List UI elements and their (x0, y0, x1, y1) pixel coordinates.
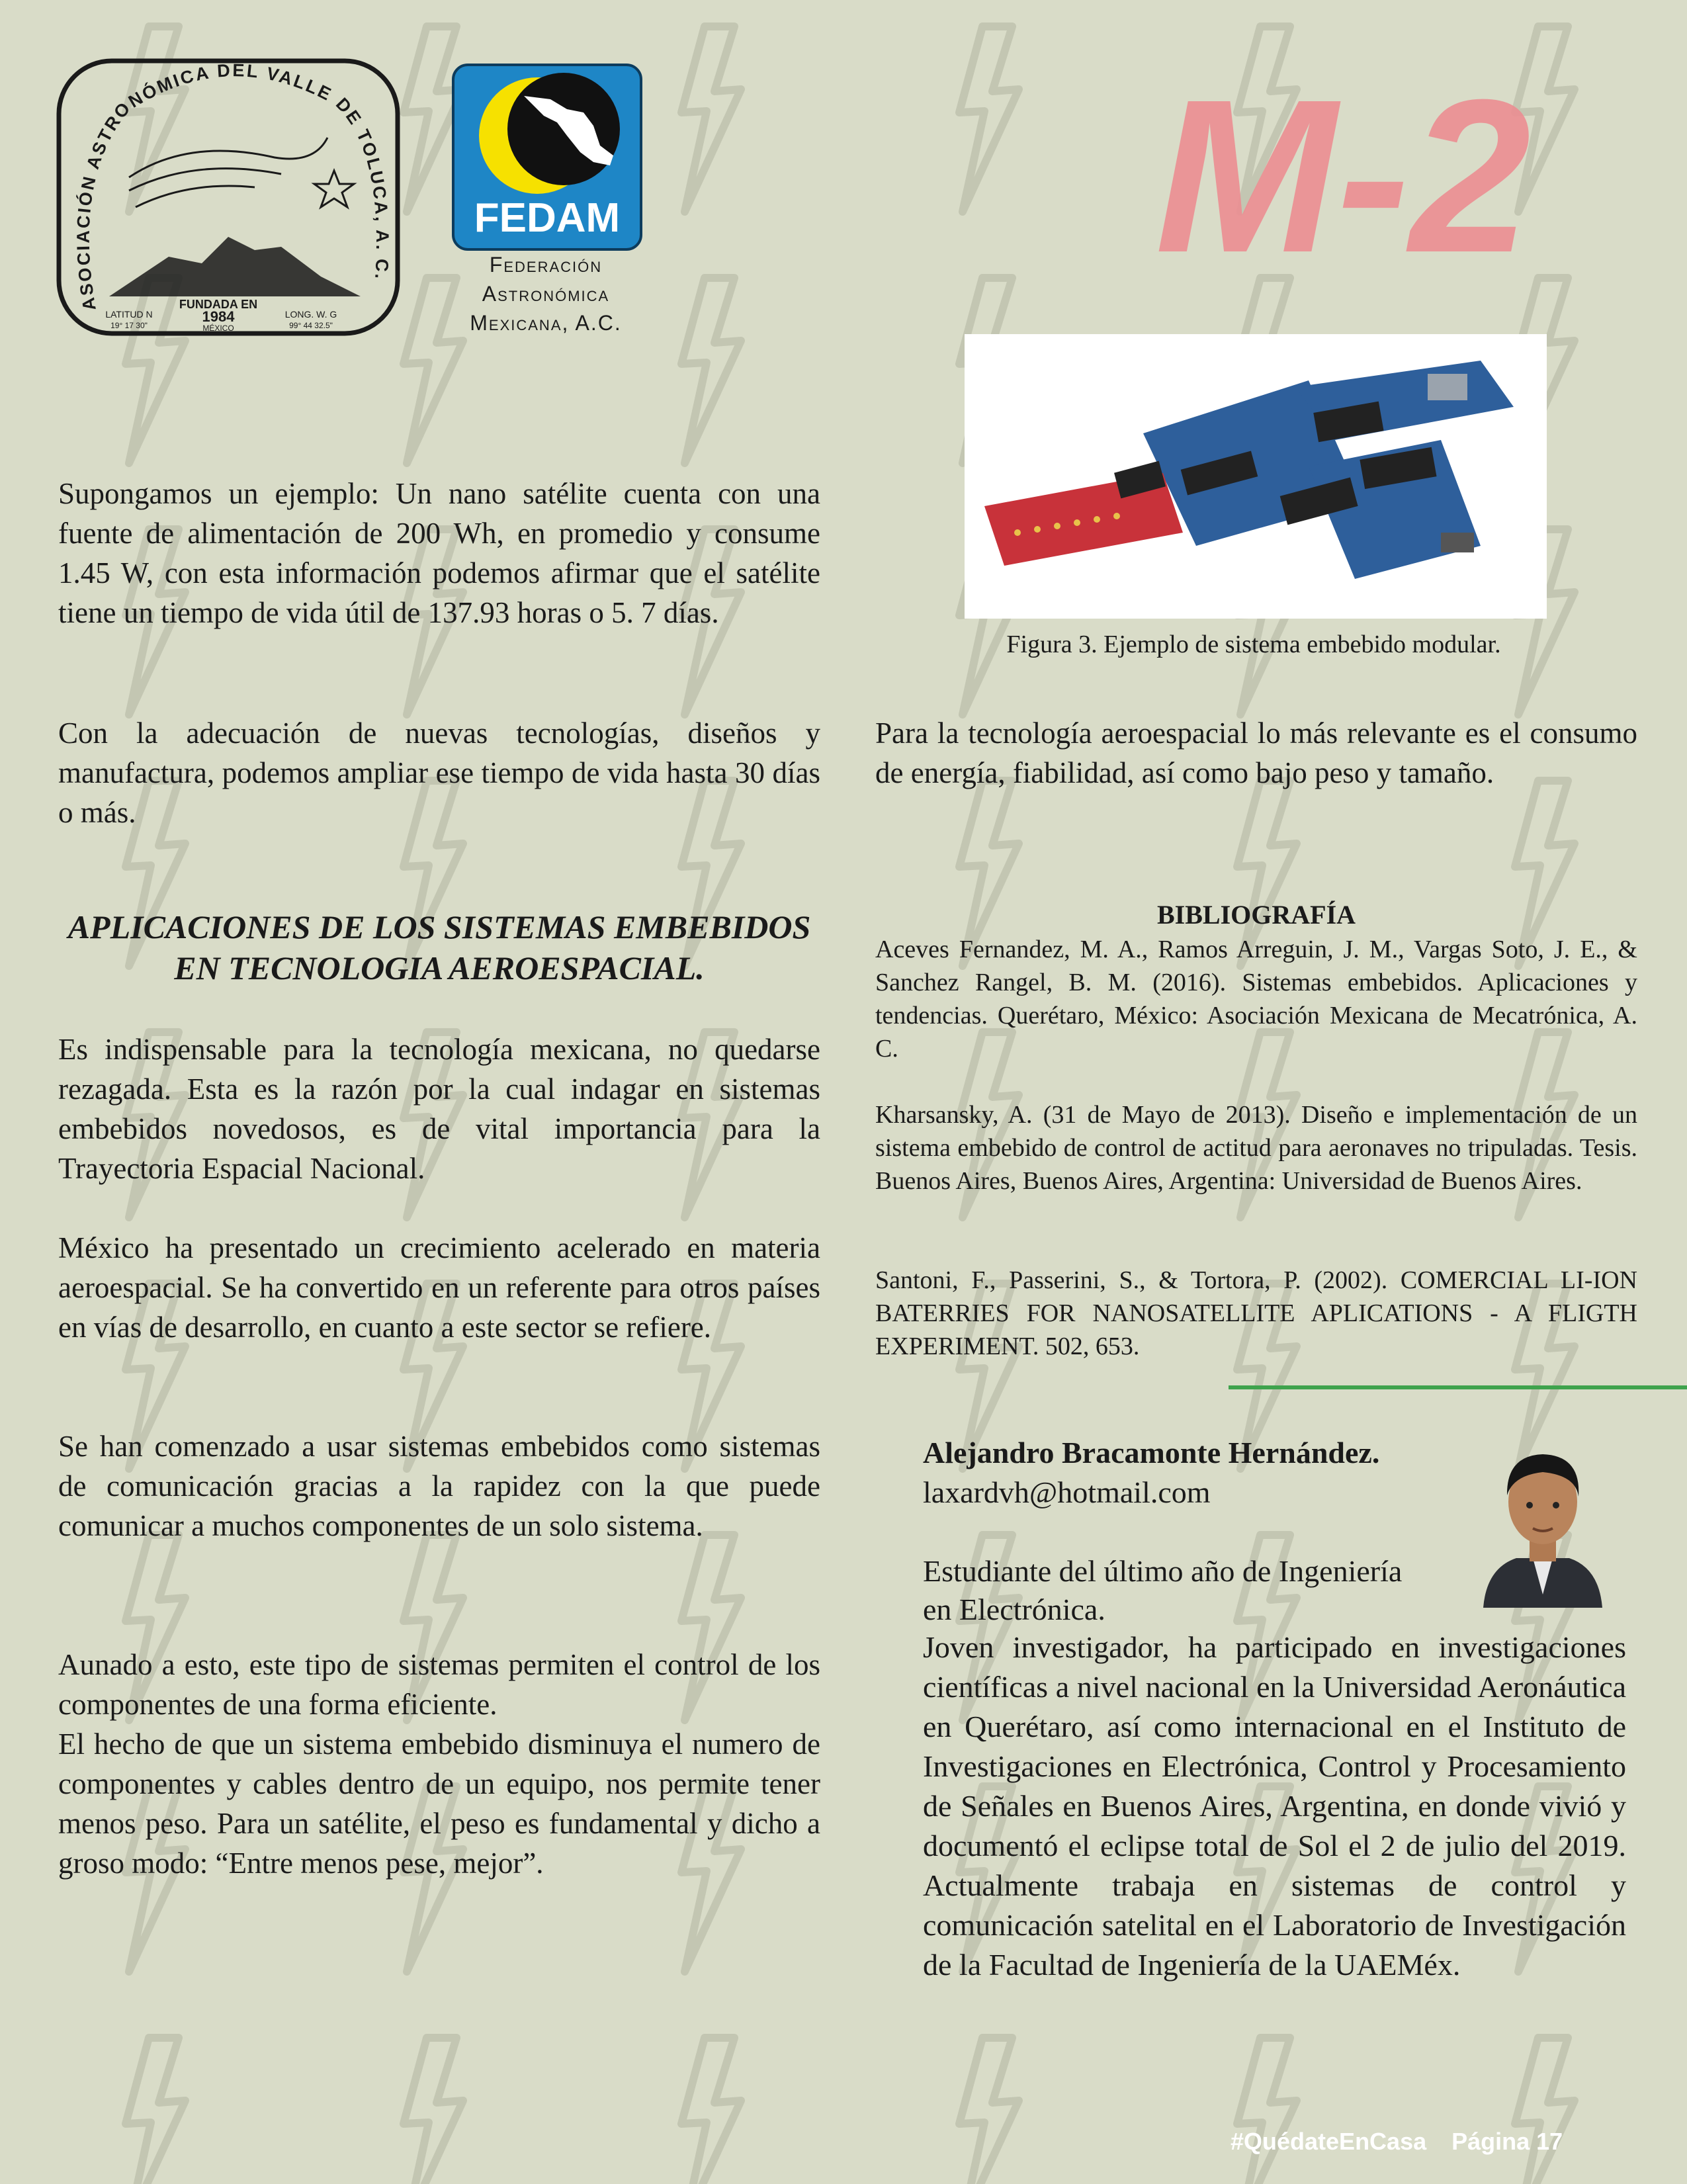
bibliography-entry: Kharsansky, A. (31 de Mayo de 2013). Diseño e implementación de un sistema embebido de control de actitud para aeronaves no tripuladas. Tesis. Buenos Aires, Buenos Aires, Argentina: Universidad de Buenos Aires. (875, 1101, 1637, 1195)
bolt-pattern-mark (959, 26, 1019, 212)
author-name: Alejandro Bracamonte Hernández. (923, 1436, 1380, 1469)
bolt-pattern-mark (1237, 2038, 1297, 2184)
bolt-pattern-mark (1515, 2038, 1575, 2184)
author-divider (1229, 1385, 1687, 1389)
author-bio: Joven investigador, ha participado en investigaciones científicas a nivel nacional en la Universidad Aeronáutica en Querétaro, así como internacional en el Instituto de Investigaciones en Electrónica, Control y Procesamiento de Señales en Buenos Aires, Argentina, en donde vivió y documentó el eclipse total de Sol el 2 de julio del 2019. Actualmente trabaja en sistemas de control y comunicación satelital en el Laboratorio de Investigación de la Facultad de Ingeniería de la UAEMéx. (923, 1630, 1626, 1982)
fedam-caption (437, 250, 655, 337)
author-role (923, 1552, 1465, 1629)
paragraph-aerospace-relevance: Para la tecnología aeroespacial lo más relevante es el consumo de energía, fiabilidad, así como bajo peso y tamaño. (875, 717, 1637, 789)
comet-swirl-icon (129, 138, 327, 177)
author-role-line: en Electrónica. (923, 1593, 1105, 1626)
author-role-line: Estudiante del último año de Ingeniería (923, 1554, 1403, 1588)
paragraph-communication-systems: Se han comenzado a usar sistemas embebidos como sistemas de comunicación gracias a la rapidez con la que puede comunicar a muchos componentes de un solo sistema. (58, 1430, 820, 1542)
paragraph-part: El hecho de que un sistema embebido disminuya el numero de componentes y cables dentro de un equipo, nos permite tener menos peso. Para un satélite, el peso es fundamental y dicho a groso modo: “Entre menos pese, mejor”. (58, 1727, 820, 1880)
page-number: Página 17 (1451, 2128, 1563, 2155)
section-title-line: APLICACIONES DE LOS SISTEMAS EMBEBIDOS (67, 908, 811, 945)
bibliography-heading: BIBLIOGRAFÍA (1156, 900, 1356, 930)
star-icon (314, 171, 354, 207)
fedam-logo (451, 63, 643, 251)
fedam-caption-line: Astronómica (482, 282, 610, 306)
volcano-icon (109, 237, 361, 296)
logo-ring-text: ASOCIACIÓN ASTRONÓMICA DEL VALLE DE TOLUCA, A. C. (73, 60, 393, 312)
paragraph-mexico-aerospace: México ha presentado un crecimiento acelerado en materia aeroespacial. Se ha convertido en un referente para otros países en vías de desarrollo, en cuanto a este sector se refiere. (58, 1231, 820, 1344)
asociacion-astronomica-logo (56, 58, 400, 336)
paragraph-battery-example: Supongamos un ejemplo: Un nano satélite cuenta con una fuente de alimentación de 200 Wh, en promedio y consume 1.45 W, con esta información podemos afirmar que el satélite tiene un tiempo de vida útil de 137.93 horas o 5. 7 días. (58, 477, 820, 629)
fedam-caption-line: Federación (489, 253, 603, 277)
bolt-pattern-mark (681, 26, 741, 212)
section-title-line: EN TECNOLOGIA AEROESPACIAL. (174, 949, 705, 986)
bibliography-entry: Aceves Fernandez, M. A., Ramos Arreguin, J. M., Vargas Soto, J. E., & Sanchez Rangel, B. M. (2016). Sistemas embebidos. Aplicaciones y tendencias. Querétaro, México: Asociación Mexicana de Mecatrónica, A. C. (875, 936, 1637, 1063)
bolt-pattern-mark (126, 2038, 185, 2184)
paragraph-mexican-technology: Es indispensable para la tecnología mexicana, no quedarse rezagada. Esta es la razón por la cual indagar en sistemas embebidos novedosos, es de vital importancia para la Trayectoria Espacial Nacional. (58, 1033, 820, 1185)
bibliography-entry: Santoni, F., Passerini, S., & Tortora, P. (2002). COMERCIAL LI-ION BATERRIES FOR NANOSATELLITE APLICATIONS - A FLIGTH EXPERIMENT. 502, 653. (875, 1266, 1637, 1360)
page-footer (1231, 2128, 1627, 2156)
fedam-acronym: FEDAM (474, 195, 621, 241)
logo-latitude-label: LATITUD N (105, 309, 153, 320)
author-email: laxardvh@hotmail.com (923, 1475, 1211, 1509)
section-title (58, 906, 820, 988)
paragraph-new-technologies: Con la adecuación de nuevas tecnologías, diseños y manufactura, podemos ampliar ese tiempo de vida hasta 30 días o más. (58, 717, 820, 829)
embedded-system-photo (965, 334, 1547, 619)
bolt-pattern-mark (404, 2038, 463, 2184)
logo-longitude-value: 99° 44 32.5" (289, 321, 333, 330)
footer-hashtag: #QuédateEnCasa (1231, 2128, 1427, 2155)
fedam-caption-line: Mexicana, A.C. (470, 311, 622, 335)
paragraph-part: Aunado a esto, este tipo de sistemas permiten el control de los componentes de una forma eficiente. (58, 1648, 820, 1721)
author-photo (1477, 1436, 1609, 1608)
m2-text: M-2 (1154, 54, 1532, 291)
bolt-pattern-mark (959, 2038, 1019, 2184)
figure-caption: Figura 3. Ejemplo de sistema embebido modular. (1006, 631, 1501, 658)
logo-founded-label: FUNDADA EN (179, 298, 258, 311)
logo-founded-year: 1984 (202, 308, 235, 325)
logo-latitude-value: 19° 17 30" (110, 321, 148, 330)
m2-section-mark (1125, 53, 1588, 291)
paragraph-weight-reduction (58, 1645, 820, 1883)
logo-country: MÉXICO (202, 324, 234, 333)
bolt-pattern-mark (681, 278, 741, 463)
logo-longitude-label: LONG. W. G (284, 309, 337, 320)
bolt-pattern-mark (681, 2038, 741, 2184)
